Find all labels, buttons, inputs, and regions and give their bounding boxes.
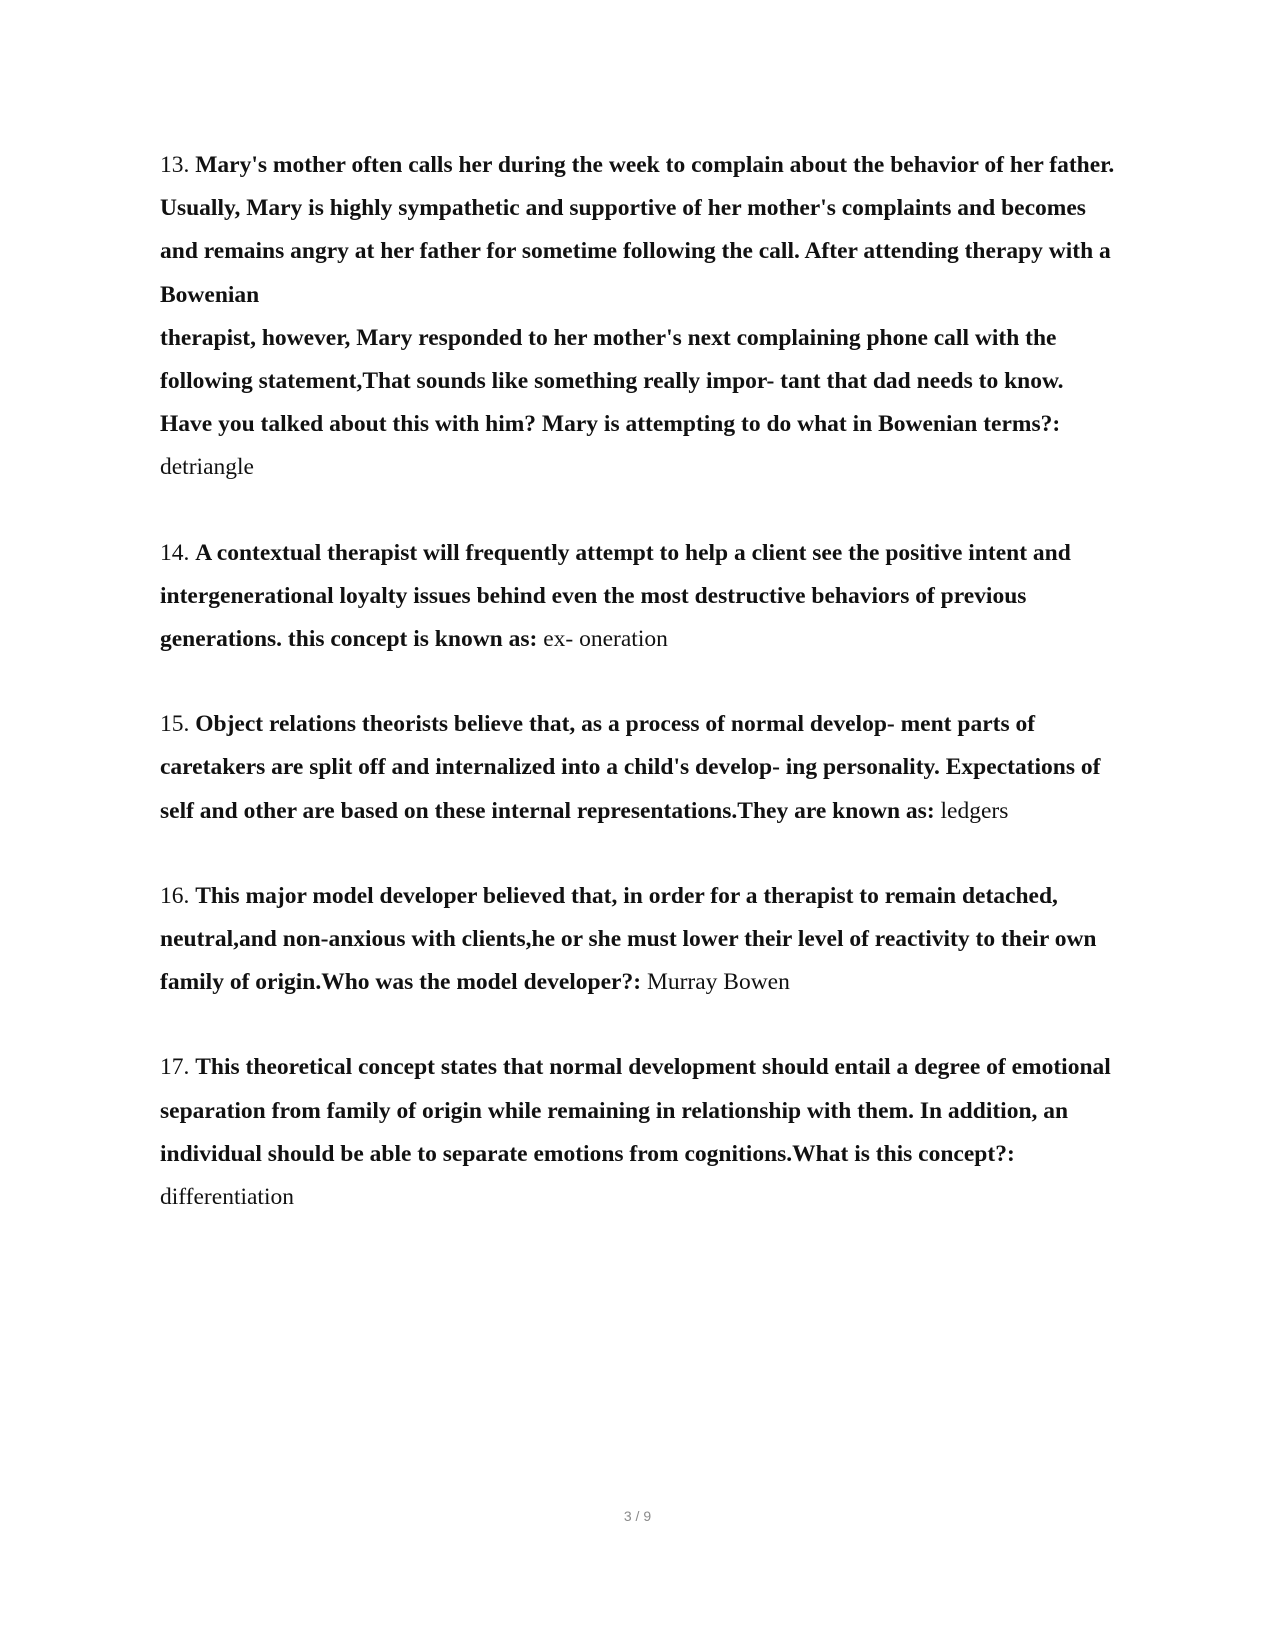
question-number: 13.	[160, 152, 190, 178]
question-number: 17.	[160, 1054, 190, 1081]
question-17	[160, 1046, 1120, 1219]
answer-text: Murray Bowen	[646, 969, 790, 996]
question-14	[160, 532, 1120, 662]
question-prompt: This major model developer believed that, in order for a therapist to remain detached, neutral,and non-anxious with clients,he or she must lower their level of reactivity to their own family of origin.Who was the model developer?:	[160, 882, 1097, 996]
question-number: 15.	[160, 711, 190, 738]
answer-text: differentiation	[160, 1184, 294, 1211]
answer-text: detriangle	[160, 454, 254, 481]
page-indicator: 3 / 9	[623, 1508, 652, 1524]
answer-text: ledgers	[940, 797, 1009, 824]
question-prompt: A contextual therapist will frequently attempt to help a client see the positive intent and intergenerational loyalty issues behind even the most destructive behaviors of previous generations. this concept is known as:	[160, 539, 1071, 653]
question-list	[160, 144, 1120, 1219]
question-number: 16.	[160, 882, 190, 909]
answer-text: ex- oneration	[543, 626, 668, 653]
question-16	[160, 875, 1120, 1005]
question-prompt-continued: therapist, however, Mary responded to her mother's next complaining phone call with the following statement,That sounds like something really impor- tant that dad needs to know. Have you talked about this with him? Mary is attempting to do what in Bowenian terms?:	[160, 324, 1064, 438]
question-13	[160, 144, 1120, 490]
question-15	[160, 703, 1120, 833]
question-prompt: This theoretical concept states that normal development should entail a degree of emotional separation from family of origin while remaining in relationship with them. In addition, an individual should be able to separate emotions from cognitions.What is this concept?:	[160, 1054, 1111, 1167]
question-number: 14.	[160, 539, 190, 566]
question-prompt: Mary's mother often calls her during the week to complain about the behavior of her father. Usually, Mary is highly sympathetic and supportive of her mother's complaints and becomes and remains angry at her father for sometime following the call. After attending therapy with a Bowenian	[160, 152, 1115, 308]
question-prompt: Object relations theorists believe that, as a process of normal develop- ment parts of caretakers are split off and internalized into a child's develop- ing personality. Expectations of self and other are based on these internal representations.They are known as:	[160, 711, 1101, 824]
